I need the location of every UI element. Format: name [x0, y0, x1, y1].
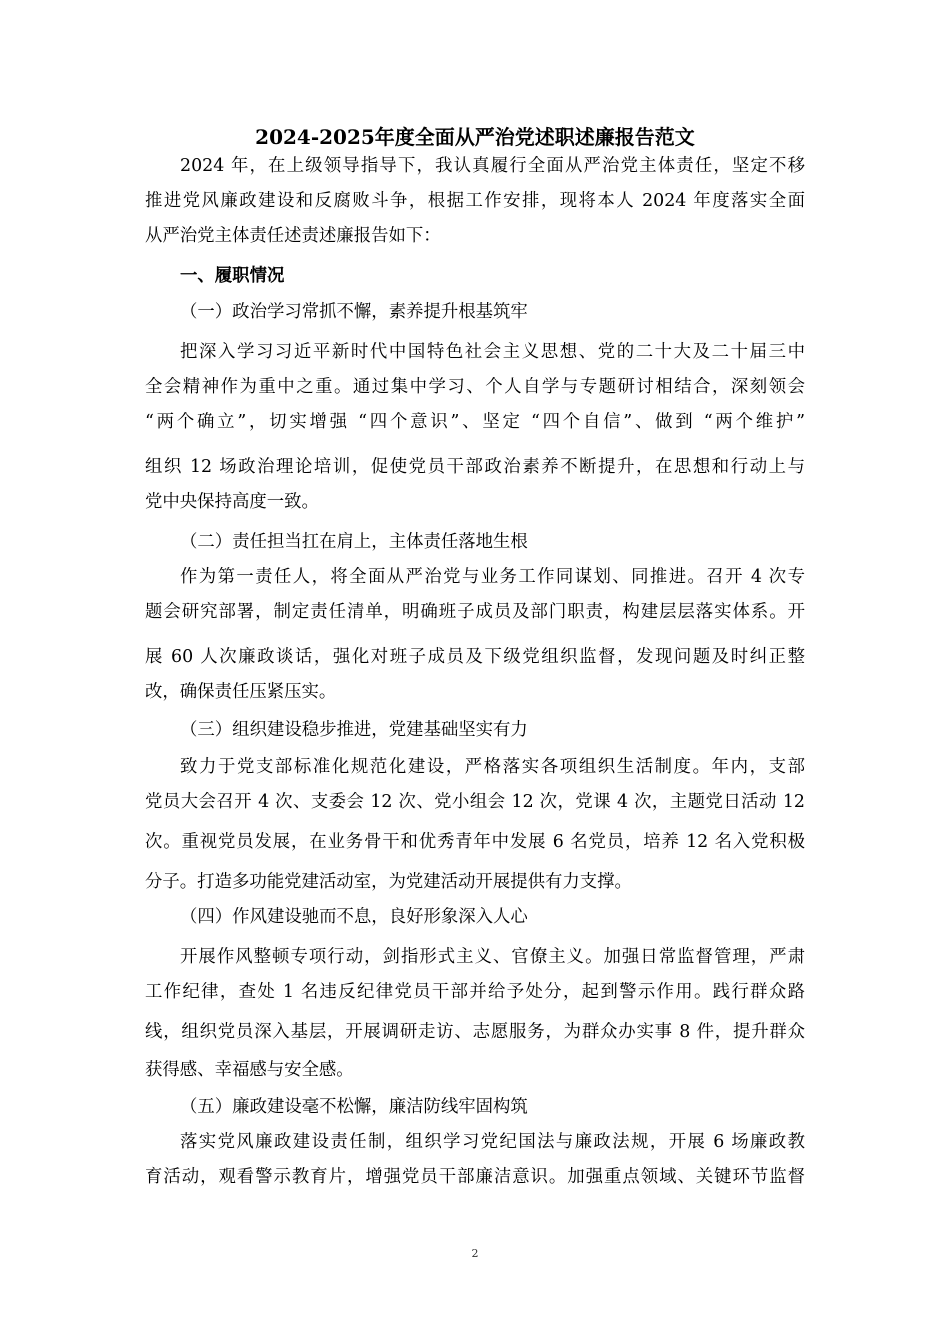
paragraph-line: 推进党风廉政建设和反腐败斗争，根据工作安排，现将本人 2024 年度落实全面 — [145, 191, 805, 211]
paragraph-line: 从严治党主体责任述责述廉报告如下： — [145, 226, 441, 246]
paragraph-line: 党中央保持高度一致。 — [145, 492, 319, 512]
paragraph-line: 致力于党支部标准化规范化建设，严格落实各项组织生活制度。年内，支部 — [180, 757, 805, 777]
paragraph-line: “两个确立”，切实增强 “四个意识”、坚定 “四个自信”、做到 “两个维护” — [145, 412, 805, 432]
paragraph-line: 作为第一责任人，将全面从严治党与业务工作同谋划、同推进。召开 4 次专 — [180, 567, 805, 587]
paragraph-line: 开展作风整顿专项行动，剑指形式主义、官僚主义。加强日常监督管理，严肃 — [180, 947, 805, 967]
paragraph-line: 改，确保责任压紧压实。 — [145, 682, 337, 702]
paragraph-line: 获得感、幸福感与安全感。 — [145, 1060, 354, 1080]
subsection-heading: （五）廉政建设毫不松懈，廉洁防线牢固构筑 — [180, 1097, 528, 1117]
page-number: 2 — [471, 1247, 479, 1260]
paragraph-line: 分子。打造多功能党建活动室，为党建活动开展提供有力支撑。 — [145, 872, 632, 892]
document-title: 2024-2025年度全面从严治党述职述廉报告范文 — [255, 125, 695, 149]
paragraph-line: 落实党风廉政建设责任制，组织学习党纪国法与廉政法规，开展 6 场廉政教 — [180, 1132, 805, 1152]
paragraph-line: 育活动，观看警示教育片，增强党员干部廉洁意识。加强重点领域、关键环节监督 — [145, 1167, 805, 1187]
paragraph-line: 工作纪律，查处 1 名违反纪律党员干部并给予处分，起到警示作用。践行群众路 — [145, 982, 805, 1002]
subsection-heading: （一）政治学习常抓不懈，素养提升根基筑牢 — [180, 302, 528, 322]
paragraph-line: 题会研究部署，制定责任清单，明确班子成员及部门职责，构建层层落实体系。开 — [145, 602, 805, 622]
paragraph-line: 全会精神作为重中之重。通过集中学习、个人自学与专题研讨相结合，深刻领会 — [145, 377, 805, 397]
paragraph-line: 线，组织党员深入基层，开展调研走访、志愿服务，为群众办实事 8 件，提升群众 — [145, 1022, 805, 1042]
section-heading: 一、履职情况 — [180, 266, 285, 286]
subsection-heading: （四）作风建设驰而不息，良好形象深入人心 — [180, 907, 528, 927]
paragraph-line: 把深入学习习近平新时代中国特色社会主义思想、党的二十大及二十届三中 — [180, 342, 805, 362]
paragraph-line: 2024 年，在上级领导指导下，我认真履行全面从严治党主体责任，坚定不移 — [180, 156, 805, 176]
subsection-heading: （二）责任担当扛在肩上，主体责任落地生根 — [180, 532, 528, 552]
paragraph-line: 次。重视党员发展，在业务骨干和优秀青年中发展 6 名党员，培养 12 名入党积极 — [145, 832, 805, 852]
paragraph-line: 展 60 人次廉政谈话，强化对班子成员及下级党组织监督，发现问题及时纠正整 — [145, 647, 805, 667]
subsection-heading: （三）组织建设稳步推进，党建基础坚实有力 — [180, 720, 528, 740]
paragraph-line: 党员大会召开 4 次、支委会 12 次、党小组会 12 次，党课 4 次，主题党日活动 12 — [145, 792, 805, 812]
paragraph-line: 组织 12 场政治理论培训，促使党员干部政治素养不断提升，在思想和行动上与 — [145, 457, 805, 477]
